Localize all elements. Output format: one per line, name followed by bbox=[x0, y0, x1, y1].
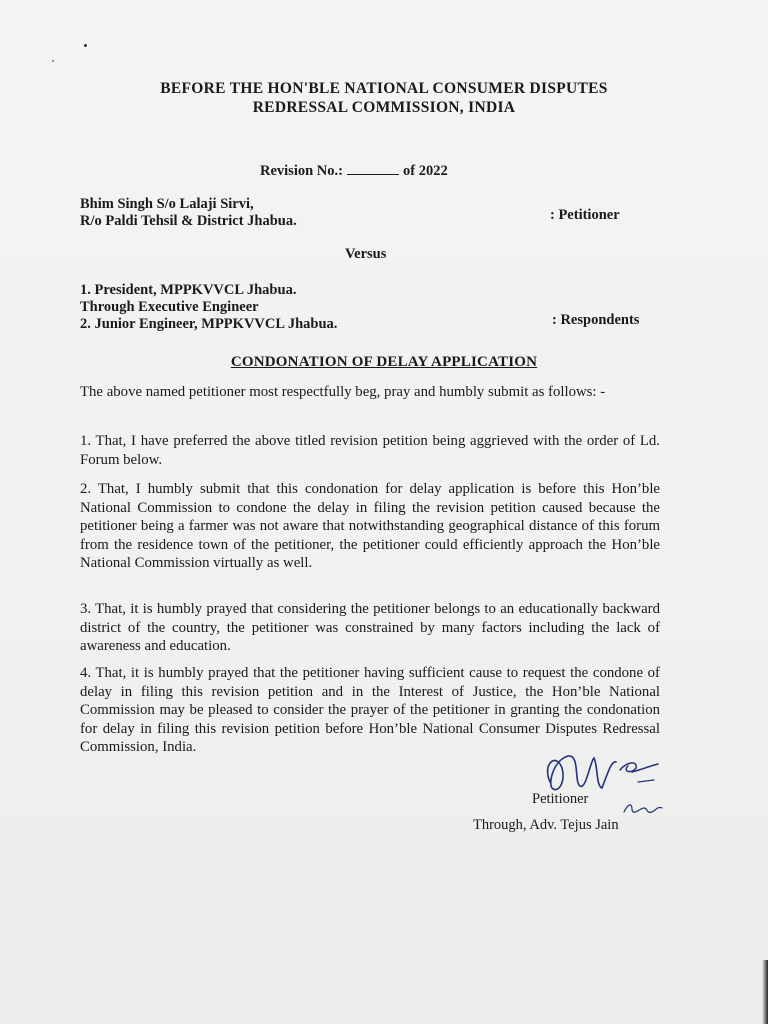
signature-label: Petitioner bbox=[532, 791, 589, 807]
intro-paragraph: The above named petitioner most respectfully beg, pray and humbly submit as follows: - bbox=[80, 384, 606, 400]
petitioner-line-2: R/o Paldi Tehsil & District Jhabua. bbox=[80, 213, 297, 229]
respondent-line-2: Through Executive Engineer bbox=[80, 299, 259, 315]
scan-speck bbox=[52, 60, 54, 62]
revision-number bbox=[260, 162, 448, 180]
advocate-line: Through, Adv. Tejus Jain bbox=[473, 817, 619, 833]
respondents-role: : Respondents bbox=[552, 312, 640, 328]
heading-line-1: BEFORE THE HON'BLE NATIONAL CONSUMER DISPUTES bbox=[160, 80, 608, 97]
paragraph-1: 1. That, I have preferred the above titled revision petition being aggrieved with the order of Ld. Forum below. bbox=[80, 433, 660, 468]
scan-speck bbox=[84, 44, 87, 47]
versus-label: Versus bbox=[345, 246, 387, 262]
revision-suffix: of 2022 bbox=[402, 163, 448, 179]
revision-blank bbox=[347, 162, 399, 175]
respondent-line-1: 1. President, MPPKVVCL Jhabua. bbox=[80, 282, 297, 298]
paragraph-2: 2. That, I humbly submit that this condonation for delay application is before this Hon’ble National Commission to condone the delay in filing the revision petition caused because the petitioner being a farmer was not aware that notwithstanding geographical distance of this forum from the residence town of the petitioner, the petitioner could efficiently approach the Hon’ble National Commission virtually as well. bbox=[80, 481, 660, 571]
heading-line-2: REDRESSAL COMMISSION, INDIA bbox=[252, 99, 516, 116]
petitioner-line-1: Bhim Singh S/o Lalaji Sirvi, bbox=[80, 196, 254, 212]
respondent-line-3: 2. Junior Engineer, MPPKVVCL Jhabua. bbox=[80, 316, 338, 332]
revision-prefix: Revision No.: bbox=[260, 163, 343, 179]
paragraph-3: 3. That, it is humbly prayed that considering the petitioner belongs to an educationally backward district of the country, the petitioner was constrained by many factors including the lack of awareness and education. bbox=[80, 601, 660, 654]
scan-edge-shadow bbox=[762, 960, 768, 1024]
paragraph-4: 4. That, it is humbly prayed that the petitioner having sufficient cause to request the condone of delay in filing this revision petition and in the Interest of Justice, the Hon’ble National Commission may be pleased to consider the prayer of the petitioner in granting the condonation for delay in filing this revision petition before Hon’ble National Consumer Disputes Redressal Commission, India. bbox=[80, 665, 660, 755]
application-title: CONDONATION OF DELAY APPLICATION bbox=[230, 354, 538, 370]
petitioner-role: : Petitioner bbox=[550, 207, 620, 223]
